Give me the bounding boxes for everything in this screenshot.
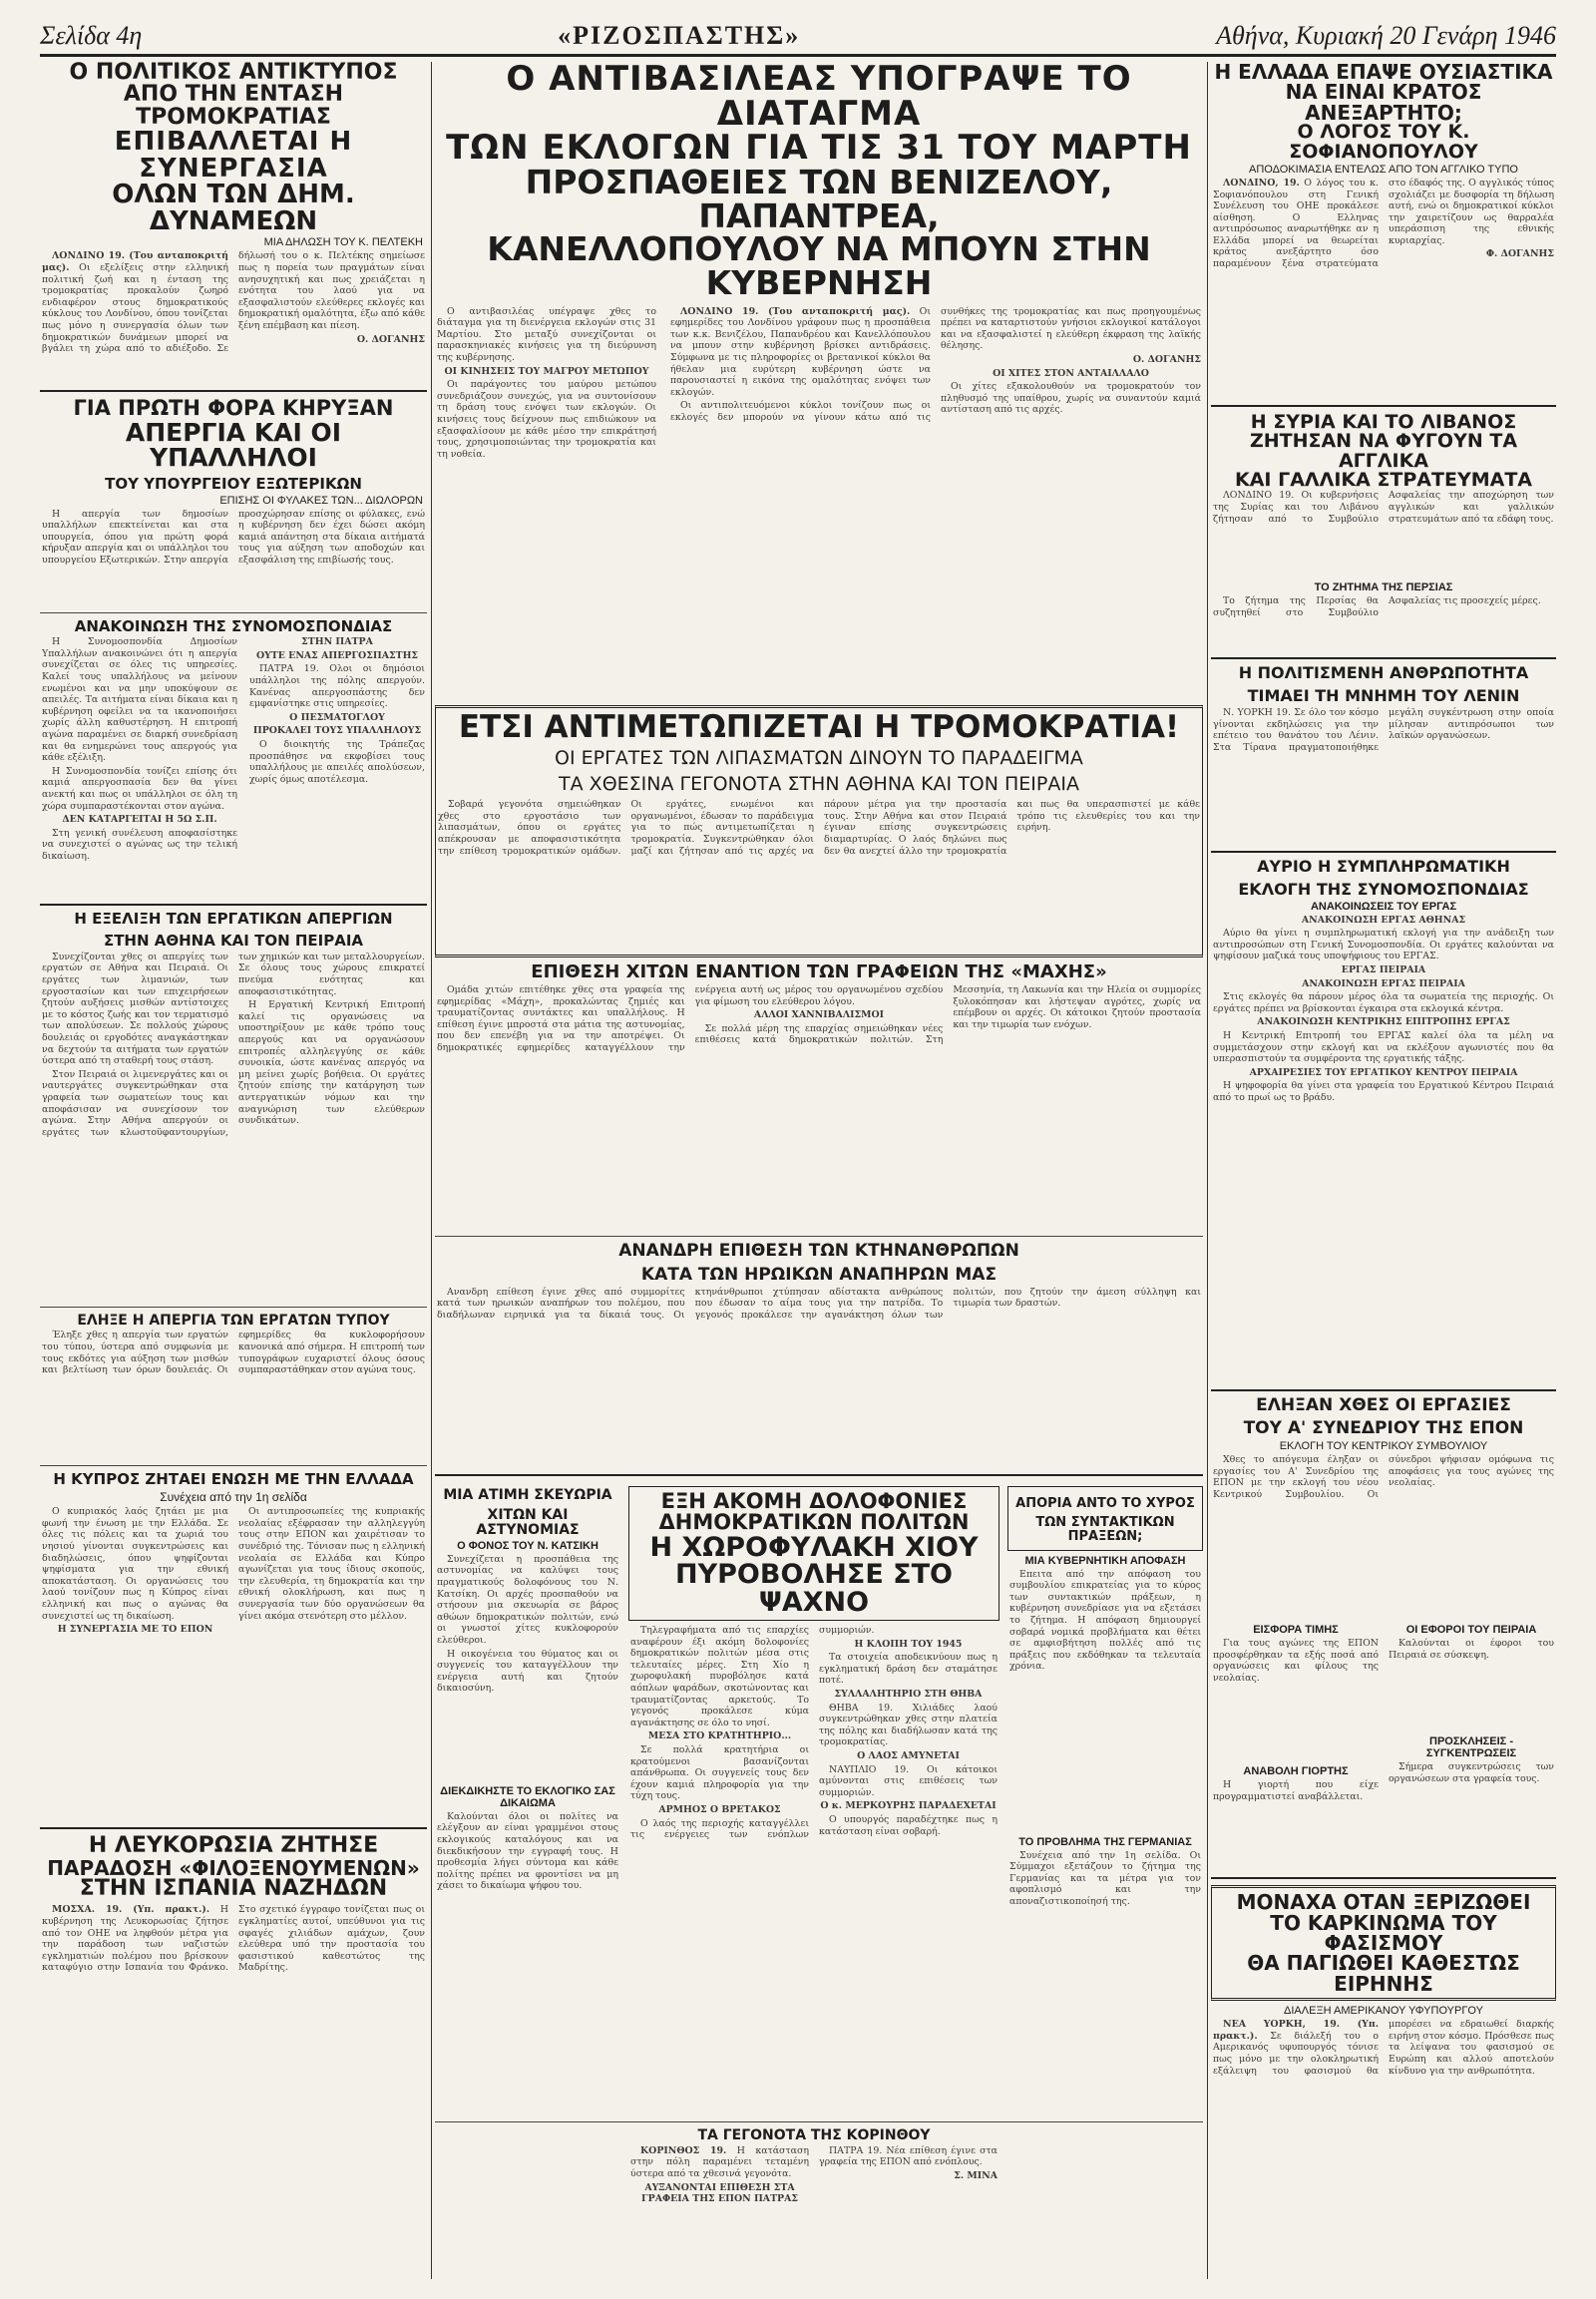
subhead: ΟΙ ΕΦΟΡΟΙ ΤΟΥ ΠΕΙΡΑΙΑ (1405, 1624, 1537, 1637)
headline: ΜΙΑ ΑΤΙΜΗ ΣΚΕΥΩΡΙΑ (443, 1486, 612, 1503)
headline: ΕΠΙΒΑΛΛΕΤΑΙ Η ΣΥΝΕΡΓΑΣΙΑ (114, 127, 353, 184)
headline: Η ΕΛΛΑΔΑ ΕΠΑΨΕ ΟΥΣΙΑΣΤΙΚΑ (1214, 62, 1553, 84)
article-lenin (1211, 665, 1556, 845)
dateline: ΛΟΝΔΙΝΟ 19. (Του ανταποκριτή μας). (680, 305, 911, 317)
headline: ΓΙΑ ΠΡΩΤΗ ΦΟΡΑ ΚΗΡΥΞΑΝ (73, 396, 394, 421)
headline: ΜΟΝΑΧΑ ΟΤΑΝ ΞΕΡΙΖΩΘΕΙ (1236, 1890, 1531, 1915)
article-body: ΛΟΝΔΙΝΟ, 19. Ο λόγος του κ. Σοφιανόπουλου στη Γενική Συνέλευση του ΟΗΕ προκάλεσε αίσθηση. Ο Ελληνας αντιπρόσωπος αναρωτήθηκε αν η Ελλάδα μπορεί να θεωρείται κράτος ανεξάρτητο όσο παραμένουν ξένα στρατεύματα στο έδαφός της. Ο αγγλικός τύπος σχολιάζει με δυσφορία τη δήλωση αυτή, ενώ οι δημοκρατικοί κύκλοι την χαιρετίζουν ως θαρραλέα υπεράσπιση της εθνικής κυριαρχίας. Φ. ΔΟΓΑΝΗΣ (1213, 177, 1554, 270)
divider (40, 390, 427, 392)
main-headline: ΤΩΝ ΕΚΛΟΓΩΝ ΓΙΑ ΤΙΣ 31 ΤΟΥ ΜΑΡΤΗ (446, 128, 1192, 169)
subhead: ΤΟ ΖΗΤΗΜΑ ΤΗΣ ΠΕΡΣΙΑΣ (1314, 581, 1453, 594)
headline: ΚΑΙ ΓΑΛΛΙΚΑ ΣΤΡΑΤΕΥΜΑΤΑ (1235, 469, 1532, 492)
headline: ΝΑ ΕΙΝΑΙ ΚΡΑΤΟΣ ΑΝΕΞΑΡΤΗΤΟ; (1285, 80, 1482, 125)
divider (40, 612, 427, 613)
headline: ΚΑΤΑ ΤΩΝ ΗΡΩΙΚΩΝ ΑΝΑΠΗΡΩΝ ΜΑΣ (640, 1264, 998, 1285)
column-left (40, 62, 427, 2279)
divider (40, 1465, 427, 1466)
headline: ΤΑ ΓΕΓΟΝΟΤΑ ΤΗΣ ΚΟΡΙΝΘΟΥ (697, 2127, 931, 2144)
subhead: ΟΥΤΕ ΕΝΑΣ ΑΠΕΡΓΟΣΠΑΣΤΗΣ (255, 649, 419, 661)
headline: ΟΛΩΝ ΤΩΝ ΔΗΜ. ΔΥΝΑΜΕΩΝ (112, 180, 355, 236)
article-attack-on-disabled (435, 1243, 1203, 1468)
headline: ΤΑ ΧΘΕΣΙΝΑ ΓΕΓΟΝΟΤΑ ΣΤΗΝ ΑΘΗΝΑ ΚΑΙ ΤΟΝ ΠΕΙΡΑΙΑ (559, 773, 1079, 796)
subhead: ΜΕΣΑ ΣΤΟ ΚΡΑΤΗΤΗΡΙΟ... (647, 1730, 792, 1742)
subhead: ΣΤΗΝ ΠΑΤΡΑ (301, 636, 373, 648)
dateline: ΛΟΝΔΙΝΟ 19. (Του ανταποκριτή μας). (42, 250, 228, 273)
headline: ΖΗΤΗΣΑΝ ΝΑ ΦΥΓΟΥΝ ΤΑ ΑΓΓΛΙΚΑ (1249, 430, 1518, 472)
subhead: ΤΟ ΠΡΟΒΛΗΜΑ ΤΗΣ ΓΕΡΜΑΝΙΑΣ (1018, 1835, 1192, 1848)
subhead: Η ΣΥΝΕΡΓΑΣΙΑ ΜΕ ΤΟ ΕΠΟΝ (57, 1624, 213, 1636)
article-body: Η απεργία των δημοσίων υπαλλήλων επεκτείνεται και στα υπουργεία, όπου για πρώτη φορά κήρυξαν απεργία και οι υπάλληλοι του υπουργείου Εξωτερικών. Στην απεργία προσχώρησαν επίσης οι φύλακες, ενώ η κυβέρνηση δεν έχει δώσει ακόμη καμιά απάντηση στα δίκαια αιτήματά τους για αύξηση των αποδοχών και εξασφάλιση της επιβίωσής τους. (42, 508, 425, 566)
subhead: ΑΝΑΒΟΛΗ ΓΙΟΡΤΗΣ (1243, 1765, 1349, 1778)
continued-note: Συνέχεια από την 1η σελίδα (160, 1490, 307, 1505)
subhead: ΑΡΧΑΙΡΕΣΙΕΣ ΤΟΥ ΕΡΓΑΤΙΚΟΥ ΚΕΝΤΡΟΥ ΠΕΙΡΑΙΑ (1249, 1066, 1518, 1078)
headline: ΑΝΑΚΟΙΝΩΣΗ ΤΗΣ ΣΥΝΟΜΟΣΠΟΝΔΙΑΣ (74, 616, 393, 635)
divider (1211, 405, 1556, 407)
subhead: ΜΙΑ ΚΥΒΕΡΝΗΤΙΚΗ ΑΠΟΦΑΣΗ (1024, 1554, 1186, 1567)
article-body: Η γιορτή που είχε προγραμματιστεί αναβάλλεται. (1213, 1779, 1379, 1802)
article-body: Ο αντιβασιλέας υπέγραψε χθες το διάταγμα για τη διενέργεια εκλογών στις 31 Μαρτίου. Στο μεταξύ συνεχίζονται οι παρασκηνιακές κινήσεις για τη διεύρυνση της κυβέρνησης. ΟΙ ΚΙΝΗΣΕΙΣ ΤΟΥ ΜΑΓΡΟΥ ΜΕΤΩΠΟΥ Οι παράγοντες του μαύρου μετώπου συνεδριάζουν συνεχώς, για να συντονίσουν τη δράση τους ενόψει των εκλογών. Οι κινήσεις τους δείχνουν πως επιδιώκουν να εξασφαλίσουν με κάθε μέσο την επικράτησή τους, χρησιμοποιώντας την τρομοκρατία και τη νοθεία. (437, 305, 656, 460)
article-syria-lebanon (1211, 410, 1556, 652)
article-chios-killings (628, 1482, 999, 2117)
headline: Η ΛΕΥΚΟΡΩΣΙΑ ΖΗΤΗΣΕ (88, 1833, 379, 1859)
article-press-strike-ends (40, 1314, 427, 1462)
headline: ΑΠΕΡΓΙΑ ΚΑΙ ΟΙ ΥΠΑΛΛΗΛΟΙ (125, 417, 342, 473)
headline: Η ΧΩΡΟΦΥΛΑΚΗ ΧΙΟΥ (649, 1531, 979, 1563)
article-body: Καλούνται οι έφοροι του Πειραιά σε σύσκεψη. (1389, 1638, 1554, 1661)
article-terror-response (435, 705, 1203, 958)
main-headline: ΠΡΟΣΠΑΘΕΙΕΣ ΤΩΝ ΒΕΝΙΖΕΛΟΥ, ΠΑΠΑΝΤΡΕΑ, (525, 163, 1113, 235)
subhead: Ο ΛΑΟΣ ΑΜΥΝΕΤΑΙ (857, 1750, 960, 1762)
article-political-impact (40, 62, 427, 384)
subhead: Ο ΦΟΝΟΣ ΤΟΥ Ν. ΚΑΤΣΙΚΗ (457, 1539, 598, 1552)
byline: ΕΚΛΟΓΗ ΤΟΥ ΚΕΝΤΡΙΚΟΥ ΣΥΜΒΟΥΛΙΟΥ (1279, 1440, 1488, 1453)
headline: ΤΟΥ Α' ΣΥΝΕΔΡΙΟΥ ΤΗΣ ΕΠΟΝ (1243, 1418, 1524, 1439)
divider (40, 1827, 427, 1829)
subhead: ΑΝΑΚΟΙΝΩΣΗ ΕΡΓΑΣ ΠΕΙΡΑΙΑ (1302, 977, 1465, 989)
article-body: Ο κυπριακός λαός ζητάει με μια φωνή την ένωση με την Ελλάδα. Σε όλες τις πόλεις και τα χωριά του νησιού γίνονται συγκεντρώσεις και διαδηλώσεις, όπου ψηφίζονται ψηφίσματα για την εθνική αποκατάσταση. Οι οργανώσεις του λαού τονίζουν πως η Κύπρος είναι ελληνική και πως ο αγώνας θα συνεχιστεί ως τη δικαίωση. Η ΣΥΝΕΡΓΑΣΙΑ ΜΕ ΤΟ ΕΠΟΝ Οι αντιπροσωπείες της κυπριακής νεολαίας εξέφρασαν την αλληλεγγύη τους στην ΕΠΟΝ και χαιρέτισαν το συνέδριό της. Τόνισαν πως η ελληνική νεολαία σε Ελλάδα και Κύπρο αγωνίζεται για τους ίδιους σκοπούς, την ελευθερία, τη δημοκρατία και την εθνική ολοκλήρωση, και πως η συνεργασία των δύο οργανώσεων θα γίνει ακόμα στενότερη στο μέλλον. (42, 1506, 425, 1636)
article-body: ΝΕΑ ΥΟΡΚΗ, 19. (Υπ. πρακτ.). Σε διάλεξή του ο Αμερικανός υφυπουργός τόνισε πως μόνο με την ολοκληρωτική εξάλειψη του φασισμού θα μπορέσει να εδραιωθεί διαρκής ειρήνη στον κόσμο. Πρόσθεσε πως τα λείψανα του φασισμού σε Ευρώπη και αλλού αποτελούν κίνδυνο για την ανθρωπότητα. (1213, 2019, 1554, 2077)
article-body: Χθες το απόγευμα έληξαν οι εργασίες του Α' Συνεδρίου της ΕΠΟΝ με την εκλογή του νέου Κεντρικού Συμβουλίου. Οι σύνεδροι ψήφισαν ομόφωνα τις αποφάσεις για τους αγώνες της νεολαίας. (1213, 1454, 1554, 1501)
article-body: Συνεχίζεται η προσπάθεια της αστυνομίας να καλύψει τους πραγματικούς δολοφόνους του Ν. Κατσίκη. Οι αρχές προσπαθούν να στήσουν μια σκευωρία σε βάρος αθώων δημοκρατικών πολιτών, ενώ οι γνωστοί χίτες κυκλοφορούν ελεύθεροι. Η οικογένεια του θύματος και οι συγγενείς του καταγγέλλουν την ενέργεια αυτή και ζητούν δικαιοσύνη. (437, 1553, 618, 1695)
article-body: Ν. ΥΟΡΚΗ 19. Σε όλο τον κόσμο γίνονται εκδηλώσεις για την επέτειο του θανάτου του Λένιν. Στα Τίρανα πραγματοποιήθηκε μεγάλη συγκέντρωση στην οποία μίλησαν αντιπρόσωποι των λαϊκών οργανώσεων. (1213, 707, 1554, 753)
subhead: Η ΚΛΟΠΗ ΤΟΥ 1945 (854, 1638, 963, 1650)
article-constitutional-acts (1007, 1482, 1203, 2117)
dateline: ΛΟΝΔΙΝΟ, 19. (1223, 177, 1300, 189)
article-ergas-election (1211, 859, 1556, 1383)
subhead: ΔΙΕΚΔΙΚΗΣΤΕ ΤΟ ΕΚΛΟΓΙΚΟ ΣΑΣ ΔΙΚΑΙΩΜΑ (440, 1784, 615, 1809)
headline: Ο ΠΟΛΙΤΙΚΟΣ ΑΝΤΙΚΤΥΠΟΣ (69, 62, 398, 85)
article-workers-strikes (40, 912, 427, 1303)
article-scheme (435, 1482, 620, 2117)
subhead: ΔΕΝ ΚΑΤΑΡΓΕΙΤΑΙ Η 5Ω Σ.Π. (62, 814, 217, 826)
article-body: ΜΟΣΧΑ. 19. (Υπ. πρακτ.). Η κυβέρνηση της Λευκορωσίας ζήτησε από τον ΟΗΕ να ληφθούν μέτρα για την παράδοση των ναζιστών εγκληματιών πολέμου που βρίσκουν καταφύγιο στην Ισπανία του Φράνκο. Στο σχετικό έγγραφο τονίζεται πως οι εγκληματίες αυτοί, υπεύθυνοι για τις σφαγές χιλιάδων αμάχων, ζουν ελεύθερα υπό την προστασία του φασιστικού καθεστώτος της Μαδρίτης. (42, 1904, 425, 1974)
divider (435, 2121, 1203, 2122)
main-headline: ΚΑΝΕΛΛΟΠΟΥΛΟΥ ΝΑ ΜΠΟΥΝ ΣΤΗΝ ΚΥΒΕΡΝΗΣΗ (487, 229, 1151, 302)
subhead: ΑΡΜΗΟΣ Ο ΒΡΕΤΑΚΟΣ (658, 1804, 781, 1816)
headline: ΘΑ ΠΑΓΙΩΘΕΙ ΚΑΘΕΣΤΩΣ ΕΙΡΗΝΗΣ (1247, 1951, 1520, 1996)
subhead: ΣΥΛΛΑΛΗΤΗΡΙΟ ΣΤΗ ΘΗΒΑ (834, 1689, 983, 1701)
dateline: ΚΟΡΙΝΘΟΣ 19. (640, 2144, 727, 2156)
subhead: ΕΙΣΦΟΡΑ ΤΙΜΗΣ (1253, 1624, 1339, 1637)
divider (1211, 657, 1556, 659)
column-divider (1207, 62, 1208, 2279)
article-body: Έληξε χθες η απεργία των εργατών του τύπου, ύστερα από συμφωνία με τους εκδότες για αύξηση των μισθών και βελτίωση των όρων δουλειάς. Οι εφημερίδες θα κυκλοφορήσουν κανονικά από σήμερα. Η επιτροπή των τυπογράφων ευχαριστεί όλους όσους συμπαραστάθηκαν στον αγώνα τους. (42, 1330, 425, 1376)
headline: ΣΤΗΝ ΑΘΗΝΑ ΚΑΙ ΤΟΝ ΠΕΙΡΑΙΑ (103, 932, 364, 951)
article-body: Επειτα από την απόφαση του συμβουλίου επικρατείας για το κύρος των συντακτικών πράξεων, η κυβέρνηση συνεδρίασε για να εξετάσει το ζήτημα. Η απόφαση δημιουργεί σοβαρά νομικά προβλήματα και θέτει σε αμφισβήτηση πολλές από τις πράξεις που εκδόθηκαν τα τελευταία χρόνια. (1009, 1568, 1201, 1673)
article-body: Συνεχίζονται χθες οι απεργίες των εργατών σε Αθήνα και Πειραιά. Οι εργάτες των λιμανιών, των εργοστασίων και των επιχειρήσεων ζητούν αυξήσεις μισθών αντίστοιχες με το κόστος ζωής και τον τερματισμό των απολύσεων. Σε πολλούς χώρους δουλειάς οι εργοδότες αναγκάστηκαν να δεχτούν τα αιτήματα των εργατών ύστερα από τη σταθερή τους στάση. Στον Πειραιά οι λιμενεργάτες και οι ναυτεργάτες συγκεντρώθηκαν στα γραφεία των σωματείων τους και αποφάσισαν να συνεχίσουν τον αγώνα. Στην Αθήνα απεργούν οι εργάτες των κλωστοϋφαντουργίων, των χημικών και των μεταλλουργείων. Σε όλους τους χώρους επικρατεί πνεύμα ενότητας και αποφασιστικότητας. Η Εργατική Κεντρική Επιτροπή καλεί τις οργανώσεις να υποστηρίξουν με κάθε τρόπο τους απεργούς και να οργανώσουν επιτροπές αλληλεγγύης σε κάθε συνοικία, ώστε κανένας απεργός να μη μείνει χωρίς βοήθεια. Οι εργάτες ζητούν επίσης την κατάργηση των αντεργατικών νόμων και την αναγνώριση των ελεύθερων συνδικάτων. (42, 951, 425, 1138)
article-body: Σήμερα συγκεντρώσεις των οργανώσεων στα γραφεία τους. (1389, 1761, 1554, 1784)
masthead (40, 18, 1556, 57)
headline: ΣΤΗΝ ΙΣΠΑΝΙΑ ΝΑΖΗΔΩΝ (79, 1876, 388, 1902)
article-fascism (1211, 1885, 1556, 2168)
article-body: Τηλεγραφήματα από τις επαρχίες αναφέρουν έξι ακόμη δολοφονίες δημοκρατικών πολιτών μέσα στις τελευταίες μέρες. Στη Χίο η χωροφυλακή πυροβόλησε κατά αόπλων ψαράδων, σκοτώνοντας και τραυματίζοντας αρκετούς. Το γεγονός προκάλεσε κύμα αγανάκτησης σε όλο το νησί. ΜΕΣΑ ΣΤΟ ΚΡΑΤΗΤΗΡΙΟ... Σε πολλά κρατητήρια οι κρατούμενοι βασανίζονται απάνθρωπα. Οι συγγενείς τους δεν έχουν καμιά πληροφορία για την τύχη τους. ΑΡΜΗΟΣ Ο ΒΡΕΤΑΚΟΣ Ο λαός της περιοχής καταγγέλλει τις ενέργειες των ενόπλων συμμοριών. Η ΚΛΟΠΗ ΤΟΥ 1945 Τα στοιχεία αποδεικνύουν πως η εγκληματική δράση δεν σταμάτησε ποτέ. ΣΥΛΛΑΛΗΤΗΡΙΟ ΣΤΗ ΘΗΒΑ ΘΗΒΑ 19. Χιλιάδες λαού συγκεντρώθηκαν χθες στην πλατεία της πόλης και διαδήλωσαν κατά της τρομοκρατίας. Ο ΛΑΟΣ ΑΜΥΝΕΤΑΙ ΝΑΥΠΛΙΟ 19. Οι κάτοικοι αμύνονται στις επιθέσεις των συμμοριών. Ο κ. ΜΕΡΚΟΥΡΗΣ ΠΑΡΑΔΕΧΕΤΑΙ Ο υπουργός παραδέχτηκε πως η κατάσταση είναι σοβαρή. (630, 1625, 998, 1841)
byline: ΕΠΙΣΗΣ ΟΙ ΦΥΛΑΚΕΣ ΤΩΝ... ΔΙΩΛΟΡΩΝ (219, 494, 423, 507)
headline: ΤΙΜΑΕΙ ΤΗ ΜΝΗΜΗ ΤΟΥ ΛΕΝΙΝ (1247, 686, 1520, 706)
article-confederation-announcement (40, 616, 427, 899)
headline: Η ΣΥΡΙΑ ΚΑΙ ΤΟ ΛΙΒΑΝΟΣ (1250, 410, 1517, 433)
headline: ΠΑΡΑΔΟΣΗ «ΦΙΛΟΞΕΝΟΥΜΕΝΩΝ» (47, 1855, 420, 1880)
byline: ΑΠΟΔΟΚΙΜΑΣΙΑ ΕΝΤΕΛΩΣ ΑΠΟ ΤΟΝ ΑΓΓΛΙΚΟ ΤΥΠΟ (1249, 163, 1518, 176)
headline: Η ΕΞΕΛΙΞΗ ΤΩΝ ΕΡΓΑΤΙΚΩΝ ΑΠΕΡΓΙΩΝ (74, 910, 393, 929)
byline: ΔΙΑΛΕΞΗ ΑΜΕΡΙΚΑΝΟΥ ΥΦΥΠΟΥΡΓΟΥ (1284, 2005, 1483, 2018)
main-headline: Ο ΑΝΤΙΒΑΣΙΛΕΑΣ ΥΠΟΓΡΑΨΕ ΤΟ ΔΙΑΤΑΓΜΑ (506, 62, 1132, 134)
article-body: ΛΟΝΔΙΝΟ 19. (Του ανταποκριτή μας). Οι εφημερίδες του Λονδίνου γράφουν πως η προσπάθεια των κ.κ. Βενιζέλου, Παπανδρέου και Κανελλόπουλου να μπουν στην κυβέρνηση βρίσκει αντιδράσεις. Σύμφωνα με τις πληροφορίες οι βρετανικοί κύκλοι θα ήθελαν μια ευρύτερη κυβέρνηση ώστε να παρουσιαστεί η εικόνα της ομαλότητας ενόψει των εκλογών. Οι αντιπολιτευόμενοι κύκλοι τονίζουν πως οι εκλογές δεν μπορούν να γίνουν κάτω από τις συνθήκες της τρομοκρατίας και πως προηγουμένως πρέπει να καταρτιστούν γνήσιοι εκλογικοί κατάλογοι και να εξασφαλιστεί η ελεύθερη έκφραση της λαϊκής θέλησης. Ο. ΔΟΓΑΝΗΣ ΟΙ ΧΙΤΕΣ ΣΤΟΝ ΑΝΤΑΙΛΛΑΛΟ Οι χίτες εξακολουθούν να τρομοκρατούν τον πληθυσμό της υπαίθρου, χωρίς να συναντούν καμιά αντίσταση από τις αρχές. (670, 305, 1201, 423)
issue-date: Αθήνα, Κυριακή 20 Γενάρη 1946 (1216, 21, 1556, 50)
divider (1211, 1877, 1556, 1879)
subhead: Ο ΠΕΣΜΑΤΟΓΛΟΥ (289, 711, 385, 723)
subhead: ΑΥΞΑΝΟΝΤΑΙ ΕΠΙΘΕΣΗ ΣΤΑ ΓΡΑΦΕΙΑ ΤΗΣ ΕΠΟΝ ΠΑΤΡΑΣ (641, 2181, 798, 2205)
article-body: Σοβαρά γεγονότα σημειώθηκαν χθες στο εργοστάσιο των λιπασμάτων, όπου οι εργάτες απέκρουσαν με αποφασιστικότητα την επίθεση τρομοκρατικών ομάδων. Οι εργάτες, ενωμένοι και οργανωμένοι, έδωσαν το παράδειγμα για το πώς αντιμετωπίζεται η τρομοκρατία. Συγκεντρώθηκαν όλοι μαζί και ζήτησαν από τις αρχές να πάρουν μέτρα για την προστασία τους. Στην Αθήνα και στον Πειραιά έγιναν επίσης συγκεντρώσεις διαμαρτυρίας. Ο λαός δηλώνει πως δεν θα ανεχτεί άλλο την τρομοκρατία και πως θα υπερασπιστεί με κάθε τρόπο τις ελευθερίες του και την ειρήνη. (438, 799, 1200, 857)
headline: ΤΟ ΚΑΡΚΙΝΩΜΑ ΤΟΥ ΦΑΣΙΣΜΟΥ (1270, 1910, 1497, 1956)
signature: Φ. ΔΟΓΑΝΗΣ (1485, 248, 1554, 260)
article-body: ΚΟΡΙΝΘΟΣ 19. Η κατάσταση στην πόλη παραμένει τεταμένη ύστερα από τα χθεσινά γεγονότα. ΑΥΞΑΝΟΝΤΑΙ ΕΠΙΘΕΣΗ ΣΤΑ ΓΡΑΦΕΙΑ ΤΗΣ ΕΠΟΝ ΠΑΤΡΑΣ ΠΑΤΡΑ 19. Νέα επίθεση έγινε στα γραφεία της ΕΠΟΝ από ενόπλους. Σ. ΜΙΝΑ (630, 2144, 998, 2205)
divider (40, 1307, 427, 1308)
headline: ΕΛΗΞΑΝ ΧΘΕΣ ΟΙ ΕΡΓΑΣΙΕΣ (1256, 1394, 1511, 1415)
headline: ΕΤΣΙ ΑΝΤΙΜΕΤΩΠΙΖΕΤΑΙ Η ΤΡΟΜΟΚΡΑΤΙΑ! (458, 708, 1180, 745)
signature: Ο. ΔΟΓΑΝΗΣ (1132, 354, 1201, 366)
article-body: Για τους αγώνες της ΕΠΟΝ προσφέρθηκαν τα εξής ποσά από οργανώσεις και φίλους της νεολαίας. (1213, 1638, 1379, 1685)
column-divider (431, 62, 432, 2279)
subhead: ΟΙ ΚΙΝΗΣΕΙΣ ΤΟΥ ΜΑΓΡΟΥ ΜΕΤΩΠΟΥ (444, 365, 649, 377)
subhead: ΟΙ ΧΙΤΕΣ ΣΤΟΝ ΑΝΤΑΙΛΛΑΛΟ (993, 367, 1149, 379)
newspaper-title: «ΡΙΖΟΣΠΑΣΤΗΣ» (558, 21, 801, 50)
headline: ΕΞΗ ΑΚΟΜΗ ΔΟΛΟΦΟΝΙΕΣ (660, 1488, 968, 1513)
article-strike-foreign-ministry (40, 398, 427, 607)
headline: Ο ΛΟΓΟΣ ΤΟΥ Κ. ΣΟΦΙΑΝΟΠΟΥΛΟΥ (1289, 121, 1478, 163)
article-body: Ανανδρη επίθεση έγινε χθες από συμμορίτες κατά των ηρωικών αναπήρων του πολέμου, που διαδήλωναν ειρηνικά για τα δίκαιά τους. Οι κτηνάνθρωποι χτύπησαν αδίστακτα ανθρώπους που έδωσαν το αίμα τους για την πατρίδα. Το γεγονός προκάλεσε την αγανάκτηση όλων των πολιτών, που ζητούν την άμεση σύλληψη και τιμωρία των δραστών. (437, 1286, 1201, 1321)
page-number: Σελίδα 4η (40, 21, 143, 50)
column-right (1211, 62, 1556, 2279)
headline: ΤΩΝ ΣΥΝΤΑΚΤΙΚΩΝ ΠΡΑΞΕΩΝ; (1035, 1515, 1175, 1544)
divider (1211, 851, 1556, 853)
article-cyprus (40, 1472, 427, 1821)
headline: ΑΠΟ ΤΗΝ ΕΝΤΑΣΗ ΤΡΟΜΟΚΡΑΤΙΑΣ (123, 82, 344, 130)
article-body: Ομάδα χιτών επιτέθηκε χθες στα γραφεία της εφημερίδας «Μάχη», προκαλώντας ζημιές και τραυματίζοντας συντάκτες και υπαλλήλους. Η επίθεση έγινε μπροστά στα μάτια της αστυνομίας, που δεν επενέβη για να την αποτρέψει. Οι δημοκρατικές εφημερίδες καταγγέλλουν την ενέργεια αυτή ως μέρος του οργανωμένου σχεδίου για φίμωση του ελεύθερου λόγου. ΑΛΛΟΙ ΧΑΝΝΙΒΑΛΙΣΜΟΙ Σε πολλά μέρη της επαρχίας σημειώθηκαν νέες επιθέσεις κατά δημοκρατικών πολιτών. Στη Μεσσηνία, τη Λακωνία και την Ηλεία οι συμμορίες ξυλοκόπησαν και λήστεψαν αγρότες, χωρίς να επέμβουν οι αρχές. Οι κάτοικοι ζητούν προστασία και την τιμωρία των ενόχων. (437, 984, 1201, 1053)
article-corinth (628, 2128, 999, 2255)
article-body: ΑΝΑΚΟΙΝΩΣΗ ΕΡΓΑΣ ΑΘΗΝΑΣ Αύριο θα γίνει η συμπληρωματική εκλογή για την ανάδειξη των αντιπροσώπων στη Γενική Συνομοσπονδία. Οι εργάτες καλούνται να ψηφίσουν μαζικά τους υποψήφιους του ΕΡΓΑΣ. ΕΡΓΑΣ ΠΕΙΡΑΙΑ ΑΝΑΚΟΙΝΩΣΗ ΕΡΓΑΣ ΠΕΙΡΑΙΑ Στις εκλογές θα πάρουν μέρος όλα τα σωματεία της περιοχής. Οι εργάτες πρέπει να βρίσκονται έγκαιρα στα εκλογικά κέντρα. ΑΝΑΚΟΙΝΩΣΗ ΚΕΝΤΡΙΚΗΣ ΕΠΙΤΡΟΠΗΣ ΕΡΓΑΣ Η Κεντρική Επιτροπή του ΕΡΓΑΣ καλεί όλα τα μέλη να συμμετάσχουν στην εκλογή και να εκλέξουν αγωνιστές που θα υπερασπιστούν τα συμφέροντα της εργατικής τάξης. ΑΡΧΑΙΡΕΣΙΕΣ ΤΟΥ ΕΡΓΑΤΙΚΟΥ ΚΕΝΤΡΟΥ ΠΕΙΡΑΙΑ Η ψηφοφορία θα γίνει στα γραφεία του Εργατικού Κέντρου Πειραιά από το πρωί ως το βράδυ. (1213, 914, 1554, 1103)
article-body: ΛΟΝΔΙΝΟ 19. (Του ανταποκριτή μας). Οι εξελίξεις στην ελληνική πολιτική ζωή και η ένταση της τρομοκρατίας προκαλούν ζωηρό ενδιαφέρον στους δημοκρατικούς κύκλους του Λονδίνου, όπου τονίζεται πως μόνο η συνεργασία όλων των δημοκρατικών δυνάμεων μπορεί να βγάλει τη χώρα από το αδιέξοδο. Σε δήλωσή του ο κ. Πελτέκης σημείωσε πως η πορεία των πραγμάτων είναι ανησυχητική και πως χρειάζεται η ενότητα του λαού για να εξασφαλιστούν ελεύθερες εκλογές και δημοκρατική ομαλότητα, έξω από κάθε ξένη επέμβαση και πίεση. Ο. ΔΟΓΑΝΗΣ (42, 250, 425, 355)
subhead: ΑΛΛΟΙ ΧΑΝΝΙΒΑΛΙΣΜΟΙ (753, 1009, 885, 1021)
divider (40, 904, 427, 906)
signature: Ο. ΔΟΓΑΝΗΣ (356, 333, 425, 345)
article-body: ΛΟΝΔΙΝΟ 19. Οι κυβερνήσεις της Συρίας και του Λιβάνου ζήτησαν από το Συμβούλιο Ασφαλείας την αποχώρηση των αγγλικών και γαλλικών στρατευμάτων από τα εδάφη τους. (1213, 490, 1554, 525)
article-body: Το ζήτημα της Περσίας θα συζητηθεί στο Συμβούλιο Ασφαλείας τις προσεχείς μέρες. (1213, 595, 1541, 619)
dateline: ΝΕΑ ΥΟΡΚΗ, 19. (Υπ. πρακτ.). (1213, 2019, 1379, 2042)
byline: ΜΙΑ ΔΗΛΩΣΗ ΤΟΥ Κ. ΠΕΛΤΕΚΗ (263, 236, 423, 249)
headline: ΔΗΜΟΚΡΑΤΙΚΩΝ ΠΟΛΙΤΩΝ (658, 1510, 970, 1535)
headline: ΟΙ ΕΡΓΑΤΕΣ ΤΩΝ ΛΙΠΑΣΜΑΤΩΝ ΔΙΝΟΥΝ ΤΟ ΠΑΡΑΔΕΙΓΜΑ (555, 747, 1083, 770)
article-body: Συνέχεια από την 1η σελίδα. Οι Σύμμαχοι εξετάζουν το ζήτημα της Γερμανίας και τα μέτρα για τον αφοπλισμό και την αποναζιστικοποίησή της. (1009, 1849, 1201, 1907)
headline: ΧΙΤΩΝ ΚΑΙ ΑΣΤΥΝΟΜΙΑΣ (476, 1507, 580, 1539)
headline: ΕΛΗΞΕ Η ΑΠΕΡΓΙΑ ΤΩΝ ΕΡΓΑΤΩΝ ΤΥΠΟΥ (77, 1312, 390, 1329)
article-attack-on-maxi (435, 963, 1203, 1232)
article-body: Η Συνομοσπονδία Δημοσίων Υπαλλήλων ανακοινώνει ότι η απεργία συνεχίζεται σε όλες τις υπηρεσίες. Καλεί τους υπαλλήλους να μείνουν ενωμένοι και να μην υποκύψουν σε απειλές. Τα αιτήματα είναι δίκαια και η κυβέρνηση οφείλει να τα ικανοποιήσει χωρίς άλλη καθυστέρηση. Η επιτροπή αγώνα παραμένει σε διαρκή συνεδρίαση και θα ενημερώνει τους απεργούς για κάθε εξέλιξη. Η Συνομοσπονδία τονίζει επίσης ότι καμιά απεργοσπασία δεν θα γίνει ανεκτή και πως οι υπάλληλοι σε όλη τη χώρα συμπαραστέκονται στον αγώνα. ΔΕΝ ΚΑΤΑΡΓΕΙΤΑΙ Η 5Ω Σ.Π. Στη γενική συνέλευση αποφασίστηκε να συνεχιστεί ο αγώνας ως την τελική δικαίωση. (42, 636, 237, 862)
headline: ΤΟΥ ΥΠΟΥΡΓΕΙΟΥ ΕΞΩΤΕΡΙΚΩΝ (105, 474, 362, 493)
article-belorussia (40, 1835, 427, 2074)
column-center (435, 62, 1203, 2279)
article-regent-decree (435, 62, 1203, 701)
dateline: ΜΟΣΧΑ. 19. (Υπ. πρακτ.). (52, 1904, 210, 1916)
divider (435, 1236, 1203, 1237)
article-sidebar: ΣΤΗΝ ΠΑΤΡΑ ΟΥΤΕ ΕΝΑΣ ΑΠΕΡΓΟΣΠΑΣΤΗΣ ΠΑΤΡΑ 19. Ολοι οι δημόσιοι υπάλληλοι της πόλης απεργούν. Κανένας απεργοσπάστης δεν εμφανίστηκε στις υπηρεσίες. Ο ΠΕΣΜΑΤΟΓΛΟΥ ΠΡΟΚΑΛΕΙ ΤΟΥΣ ΥΠΑΛΛΗΛΟΥΣ Ο διοικητής της Τράπεζας προσπάθησε να εκφοβίσει τους υπαλλήλους με απειλές απολύσεων, χωρίς όμως αποτέλεσμα. (249, 636, 425, 785)
subhead: ΑΝΑΚΟΙΝΩΣΕΙΣ ΤΟΥ ΕΡΓΑΣ (1310, 900, 1457, 913)
headline: ΑΥΡΙΟ Η ΣΥΜΠΛΗΡΩΜΑΤΙΚΗ (1257, 857, 1510, 877)
headline: Η ΚΥΠΡΟΣ ΖΗΤΑΕΙ ΕΝΩΣΗ ΜΕ ΤΗΝ ΕΛΛΑΔΑ (53, 1470, 414, 1489)
subhead: ΕΡΓΑΣ ΠΕΙΡΑΙΑ (1341, 963, 1426, 975)
subhead: ΠΡΟΣΚΛΗΣΕΙΣ - ΣΥΓΚΕΝΤΡΩΣΕΙΣ (1425, 1735, 1517, 1760)
subhead: Ο κ. ΜΕΡΚΟΥΡΗΣ ΠΑΡΑΔΕΧΕΤΑΙ (820, 1800, 997, 1812)
headline: Η ΠΟΛΙΤΙΣΜΕΝΗ ΑΝΘΡΩΠΟΤΗΤΑ (1238, 663, 1529, 683)
article-sofianopoulos (1211, 62, 1556, 399)
signature: Σ. ΜΙΝΑ (954, 2169, 998, 2181)
headline: ΕΠΙΘΕΣΗ ΧΙΤΩΝ ΕΝΑΝΤΙΟΝ ΤΩΝ ΓΡΑΦΕΙΩΝ ΤΗΣ «ΜΑΧΗΣ» (531, 961, 1107, 983)
divider (1211, 1389, 1556, 1391)
headline: ΕΚΛΟΓΗ ΤΗΣ ΣΥΝΟΜΟΣΠΟΝΔΙΑΣ (1238, 879, 1529, 899)
divider (435, 1474, 1203, 1476)
headline: ΠΥΡΟΒΟΛΗΣΕ ΣΤΟ ΨΑΧΝΟ (674, 1559, 953, 1618)
subhead: ΑΝΑΚΟΙΝΩΣΗ ΚΕΝΤΡΙΚΗΣ ΕΠΙΤΡΟΠΗΣ ΕΡΓΑΣ (1257, 1016, 1510, 1028)
subhead: ΑΝΑΚΟΙΝΩΣΗ ΕΡΓΑΣ ΑΘΗΝΑΣ (1301, 914, 1466, 926)
subhead: ΠΡΟΚΑΛΕΙ ΤΟΥΣ ΥΠΑΛΛΗΛΟΥΣ (252, 725, 422, 737)
headline: ΑΝΑΝΔΡΗ ΕΠΙΘΕΣΗ ΤΩΝ ΚΤΗΝΑΝΘΡΩΠΩΝ (618, 1241, 1019, 1262)
headline: ΑΠΟΡΙΑ ΑΝΤΟ ΤΟ ΧΥΡΟΣ (1015, 1495, 1195, 1511)
article-epon-congress (1211, 1394, 1556, 1872)
article-body: Καλούνται όλοι οι πολίτες να ελέγξουν αν είναι γραμμένοι στους εκλογικούς καταλόγους και να διεκδικήσουν την εγγραφή τους. Η προθεσμία λήγει σύντομα και κάθε πολίτης πρέπει να φροντίσει να μη χάσει το δικαίωμα ψήφου του. (437, 1810, 618, 1892)
